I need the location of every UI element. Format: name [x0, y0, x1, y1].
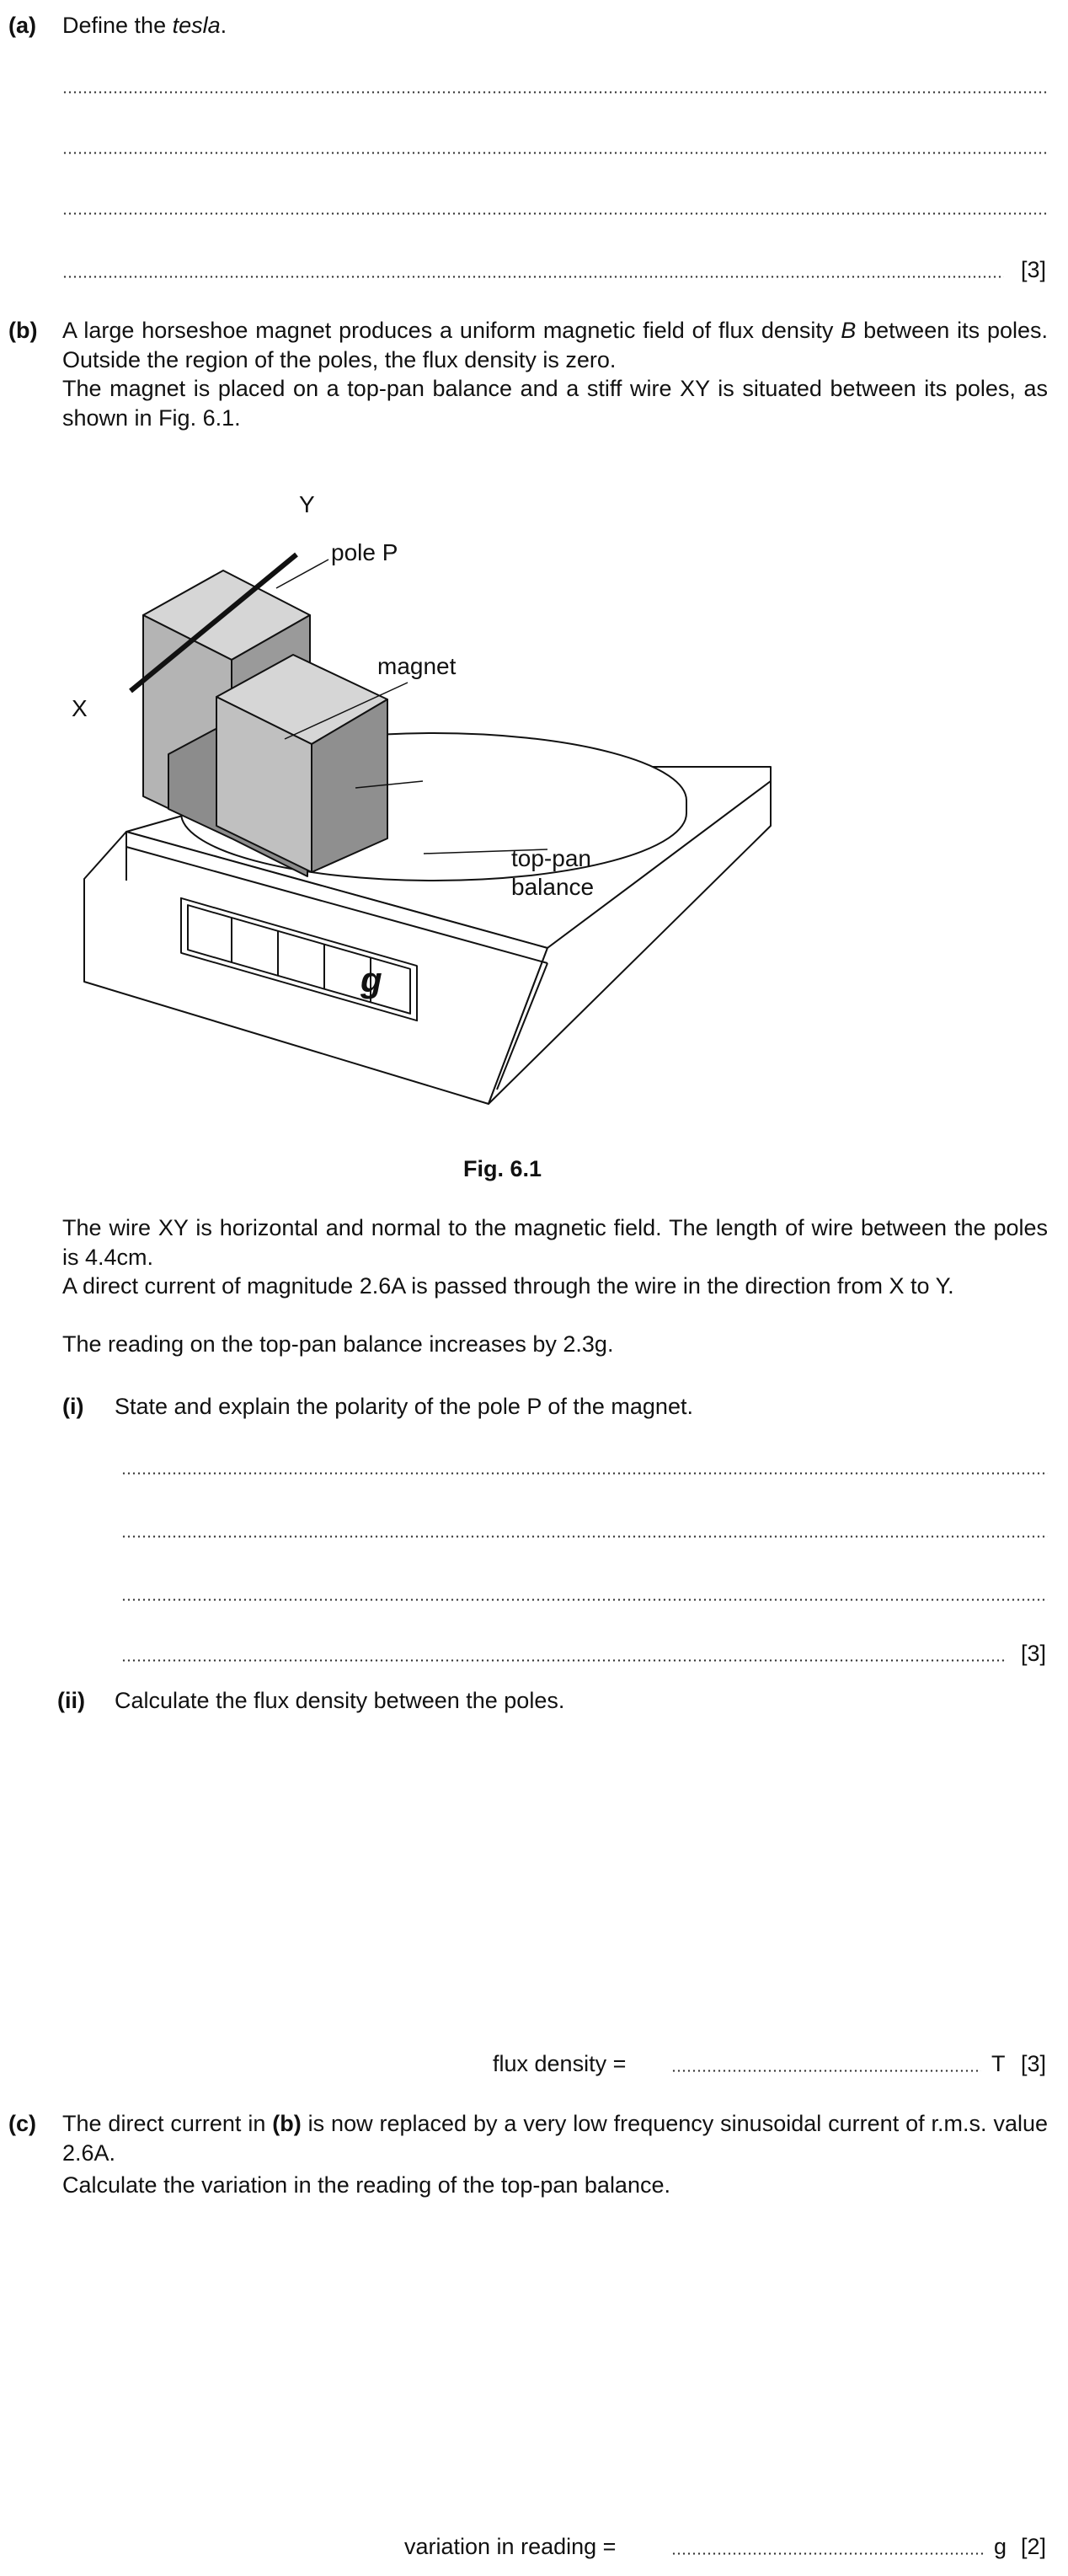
part-b-para-1: The wire XY is horizontal and normal to the magnetic field. The length of wire between the poles is 4.4cm. — [62, 1215, 1048, 1270]
sub-i-question: State and explain the polarity of the pole P of the magnet. — [115, 1394, 693, 1419]
answer-line-bi4[interactable] — [121, 1659, 1006, 1662]
part-c-label: (c) — [8, 2111, 36, 2136]
part-b-flux-symbol: B — [841, 318, 857, 343]
part-b-para-2: A direct current of magnitude 2.6A is passed through the wire in the direction from X to Y. — [62, 1273, 954, 1299]
variation-label: variation in reading = — [404, 2534, 617, 2559]
sub-i-label: (i) — [62, 1394, 84, 1419]
figure-6-1 — [72, 476, 1002, 1117]
sub-ii-marks: [3] — [1021, 2051, 1047, 2076]
label-balance-1: top-pan — [511, 845, 591, 871]
sub-ii-question: Calculate the flux density between the poles. — [115, 1688, 565, 1713]
part-c-text-1a: The direct current in — [62, 2111, 273, 2136]
part-a-term: tesla — [172, 13, 221, 38]
label-balance-2: balance — [511, 874, 595, 900]
answer-line-bi2[interactable] — [121, 1535, 1048, 1538]
part-b-label: (b) — [8, 318, 38, 343]
flux-density-answer-line[interactable] — [671, 2070, 981, 2072]
part-c-marks: [2] — [1021, 2534, 1047, 2559]
part-a-text-suffix: . — [220, 13, 227, 38]
part-a-label: (a) — [8, 13, 36, 38]
part-b-intro-2: The magnet is placed on a top-pan balance and a stiff wire XY is situated between its poles, as shown in Fig. 6.1. — [62, 376, 1048, 431]
label-pole-p: pole P — [331, 539, 398, 565]
variation-unit: g — [994, 2534, 1007, 2559]
label-y: Y — [299, 491, 315, 517]
balance-magnet-diagram — [72, 476, 1002, 1117]
label-x: X — [72, 695, 88, 721]
part-c-text-2: Calculate the variation in the reading of the top-pan balance. — [62, 2172, 670, 2198]
flux-density-label: flux density = — [493, 2051, 627, 2076]
part-a-marks: [3] — [1021, 257, 1047, 282]
variation-answer-line[interactable] — [671, 2552, 985, 2555]
answer-line-a4[interactable] — [62, 276, 1004, 278]
part-c-text-1c: is now replaced by a very low frequency sinusoidal current of r.m.s. value 2.6A. — [62, 2111, 1048, 2166]
part-b-intro-1 — [62, 316, 1048, 374]
part-a-question — [62, 11, 227, 40]
balance-display-unit: g — [360, 960, 382, 999]
part-a-text-prefix: Define the — [62, 13, 173, 38]
part-b-intro-1a: A large horseshoe magnet produces a uniform magnetic field of flux density — [62, 318, 841, 343]
part-c-text-1 — [62, 2109, 1048, 2167]
sub-ii-label: (ii) — [57, 1688, 85, 1713]
sub-i-marks: [3] — [1021, 1641, 1047, 1666]
part-b-para-3: The reading on the top-pan balance increases by 2.3g. — [62, 1331, 614, 1357]
answer-line-bi1[interactable] — [121, 1472, 1048, 1475]
part-c-ref: (b) — [272, 2111, 302, 2136]
answer-line-a3[interactable] — [62, 212, 1048, 215]
answer-line-bi3[interactable] — [121, 1599, 1048, 1601]
figure-caption: Fig. 6.1 — [463, 1156, 542, 1181]
answer-line-a2[interactable] — [62, 152, 1048, 154]
part-b-intro-1c: between its poles. Outside the region of the poles, the flux density is zero. — [62, 318, 1048, 372]
flux-density-unit: T — [991, 2051, 1006, 2076]
answer-line-a1[interactable] — [62, 91, 1048, 94]
label-magnet: magnet — [377, 653, 457, 679]
